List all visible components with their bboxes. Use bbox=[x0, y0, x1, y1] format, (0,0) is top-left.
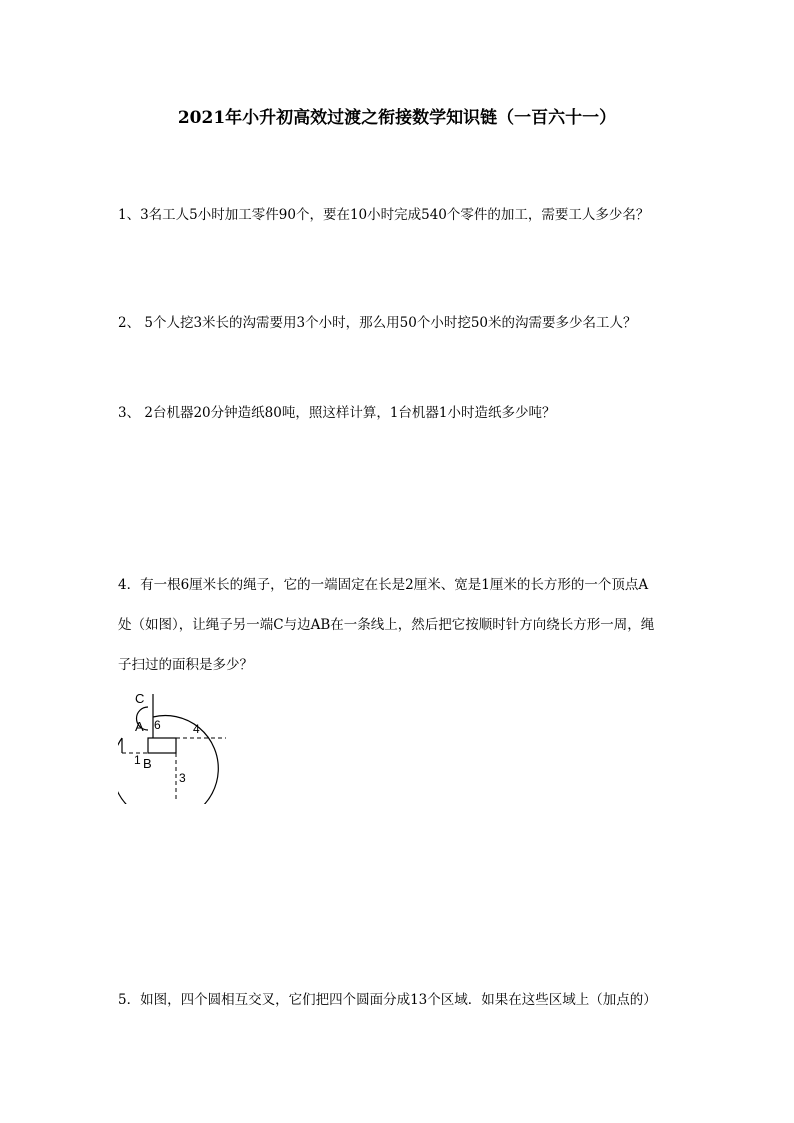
question-3: 3、 2台机器20分钟造纸80吨，照这样计算，1台机器1小时造纸多少吨？ bbox=[118, 405, 556, 421]
label-3: 3 bbox=[179, 771, 186, 785]
rope-rectangle-figure bbox=[118, 686, 233, 804]
question-4-line-3: 子扫过的面积是多少？ bbox=[118, 657, 253, 673]
rectangle bbox=[148, 738, 176, 753]
label-b: B bbox=[143, 756, 152, 771]
question-4-line-2: 处（如图），让绳子另一端C与边AB在一条线上，然后把它按顺时针方向绕长方形一周，绳 bbox=[118, 617, 655, 633]
question-5: 5．如图，四个圆相互交叉，它们把四个圆面分成13个区域．如果在这些区域上（加点的） bbox=[118, 992, 657, 1008]
page-title: 2021年小升初高效过渡之衔接数学知识链（一百六十一） bbox=[177, 108, 617, 128]
question-4-line-1: 4．有一根6厘米长的绳子，它的一端固定在长是2厘米、宽是1厘米的长方形的一个顶点A bbox=[118, 577, 649, 593]
label-4: 4 bbox=[193, 722, 200, 736]
question-2: 2、 5个人挖3米长的沟需要用3个小时，那么用50个小时挖50米的沟需要多少名工人？ bbox=[118, 315, 637, 331]
label-6: 6 bbox=[154, 718, 161, 732]
question-1: 1、3名工人5小时加工零件90个，要在10小时完成540个零件的加工，需要工人多少名？ bbox=[118, 207, 650, 223]
label-1: 1 bbox=[134, 753, 141, 767]
label-a: A bbox=[135, 719, 144, 734]
label-c: C bbox=[135, 691, 145, 706]
